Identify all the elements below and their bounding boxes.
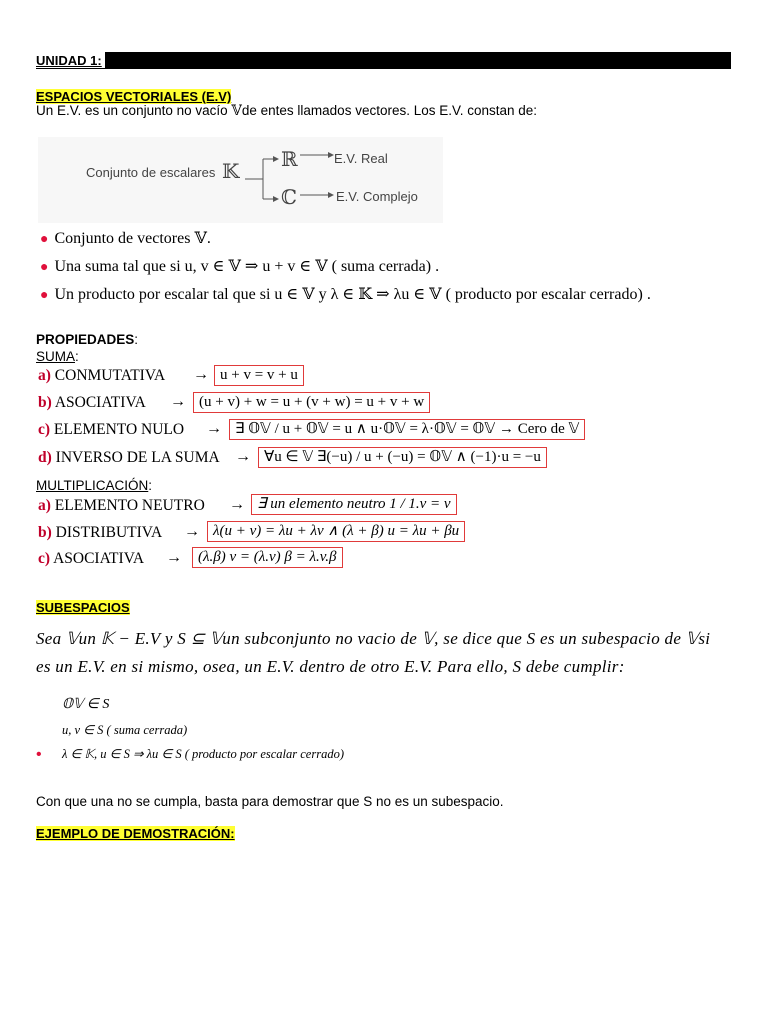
bullet-text: Un producto por escalar tal que si u ∈ 𝕍 y λ ∈ 𝕂 ⇒ λu ∈ 𝕍 ( producto por escalar cerrado) .: [54, 286, 651, 303]
property-name: ASOCIATIVA: [53, 550, 145, 567]
property-letter: a): [38, 497, 51, 514]
properties-colon: :: [134, 332, 139, 347]
suma-colon: :: [75, 349, 79, 364]
condition-zero: 𝕆𝕍 ∈ S: [62, 697, 110, 712]
ev-intro-symbol: 𝕍: [231, 103, 242, 118]
ev-heading-text: ESPACIOS VECTORIALES (E.V): [36, 89, 232, 104]
real-arrow: [300, 151, 336, 159]
property-name: ELEMENTO NULO: [53, 421, 185, 438]
property-letter: c): [38, 550, 51, 567]
bullet-item: [40, 256, 439, 276]
property-letter: b): [38, 394, 52, 411]
subespacios-heading-text: SUBESPACIOS: [36, 600, 130, 615]
property-name: ASOCIATIVA: [54, 394, 146, 411]
ev-intro-b: de entes llamados vectores. Los E.V. constan de:: [241, 103, 538, 118]
property-row: [38, 421, 184, 439]
condition-sum: u, v ∈ S ( suma cerrada): [62, 723, 188, 737]
property-name: INVERSO DE LA SUMA: [55, 449, 220, 466]
formula-box: ∀u ∈ 𝕍 ∃(−u) / u + (−u) = 𝕆𝕍 ∧ (−1)·u = −u: [258, 447, 547, 468]
arrow-icon: →: [229, 496, 245, 513]
ev-intro: [36, 103, 537, 119]
subespacios-heading: [36, 599, 130, 617]
property-row: [38, 394, 146, 412]
property-name: CONMUTATIVA: [54, 367, 166, 384]
arrow-icon: →: [206, 420, 222, 437]
ev-complex-label: E.V. Complejo: [336, 189, 418, 204]
subespacio-definition-line1: Sea 𝕍un 𝕂 − E.V y S ⊆ 𝕍un subconjunto no vacio de 𝕍, se dice que S es un subespacio de 𝕍si: [36, 629, 711, 648]
formula-box: (λ.β) v = (λ.v) β = λ.v.β: [192, 547, 343, 568]
example-heading: [36, 825, 235, 843]
bullet-item: [40, 284, 651, 304]
suma-label: [36, 348, 79, 366]
bullet-text: Una suma tal que si u, v ∈ 𝕍 ⇒ u + v ∈ 𝕍 ( suma cerrada) .: [54, 258, 440, 275]
property-name: ELEMENTO NEUTRO: [54, 497, 205, 514]
scalar-set-label: Conjunto de escalares: [86, 165, 216, 180]
condition-scalar: λ ∈ 𝕂, u ∈ S ⇒ λu ∈ S ( producto por escalar cerrado): [62, 747, 344, 761]
formula-box: λ(u + v) = λu + λv ∧ (λ + β) u = λu + βu: [207, 521, 465, 542]
k-symbol: 𝕂: [222, 159, 240, 183]
arrow-icon: →: [235, 448, 251, 465]
formula-box: ∃ un elemento neutro 1 / 1.v = v: [251, 494, 457, 515]
arrow-icon: →: [166, 549, 182, 566]
property-letter: d): [38, 449, 52, 466]
bullet-dot: ●: [40, 232, 49, 247]
arrow-icon: →: [170, 393, 186, 410]
unit-header-bar: [36, 52, 731, 69]
ev-intro-a: Un E.V. es un conjunto no vacío: [36, 103, 232, 118]
arrow-icon: →: [193, 366, 209, 383]
suma-label-text: SUMA: [36, 349, 76, 364]
formula-box: ∃ 𝕆𝕍 / u + 𝕆𝕍 = u ∧ u·𝕆𝕍 = λ·𝕆𝕍 = 𝕆𝕍 → Cero de 𝕍: [229, 419, 585, 440]
bullet-text: Conjunto de vectores 𝕍.: [54, 230, 211, 247]
arrow-icon: →: [184, 523, 200, 540]
property-name: DISTRIBUTIVA: [55, 524, 163, 541]
example-heading-text: EJEMPLO DE DEMOSTRACIÓN:: [36, 826, 235, 841]
subespacio-note: Con que una no se cumpla, basta para demostrar que S no es un subespacio.: [36, 794, 504, 809]
r-symbol: ℝ: [281, 147, 298, 171]
property-letter: a): [38, 367, 51, 384]
property-row: [38, 497, 205, 515]
bullet-dot: ●: [40, 288, 49, 303]
properties-heading-text: PROPIEDADES: [36, 332, 135, 347]
property-letter: b): [38, 524, 52, 541]
unit-title: UNIDAD 1:: [36, 52, 105, 68]
bullet-item: [40, 228, 211, 248]
formula-box: (u + v) + w = u + (v + w) = u + v + w: [193, 392, 430, 413]
ev-real-label: E.V. Real: [334, 151, 388, 166]
property-row: [38, 550, 144, 568]
properties-heading: [36, 332, 138, 347]
c-symbol: ℂ: [281, 185, 297, 209]
formula-box: u + v = v + u: [214, 365, 304, 386]
property-letter: c): [38, 421, 51, 438]
property-row: [38, 524, 162, 542]
scalar-diagram: [38, 137, 443, 223]
property-row: [38, 449, 220, 467]
complex-arrow: [300, 191, 336, 199]
property-row: [38, 367, 165, 385]
bullet-dot: ●: [40, 260, 49, 275]
mult-label-text: MULTIPLICACIÓN: [36, 478, 149, 493]
subespacio-definition-line2: es un E.V. en si mismo, osea, un E.V. dentro de otro E.V. Para ello, S debe cumplir:: [36, 657, 625, 676]
bullet-dot: •: [36, 746, 42, 763]
mult-colon: :: [148, 478, 153, 493]
mult-label: [36, 477, 152, 495]
